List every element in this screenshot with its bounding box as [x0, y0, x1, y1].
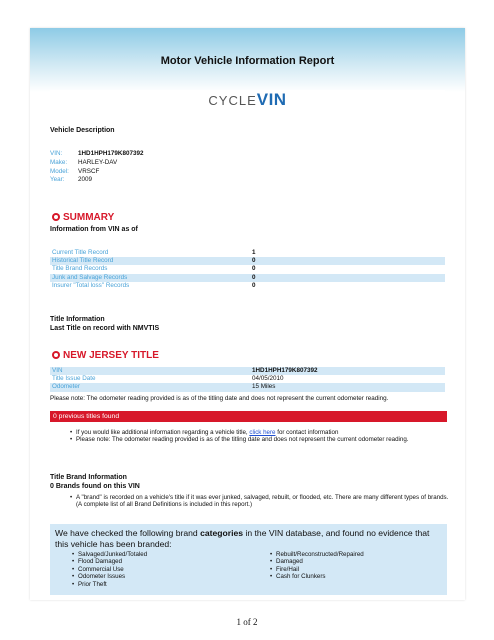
logo-text-vin: VIN — [256, 90, 287, 109]
list-item: • Salvaged/Junked/Totaled — [72, 551, 262, 558]
title-information-subheading: Last Title on record with NMVTIS — [50, 325, 160, 332]
list-item: • A "brand" is recorded on a vehicle's title if it was ever junked, salvaged, rebuilt, or flooded, etc. There are many different types of brands. (A complete list of all Brand Definitions is included in this report.) — [70, 494, 450, 509]
nj-notes-list — [60, 429, 450, 444]
table-row: Title Brand Records 0 — [52, 265, 256, 273]
table-row: Insurer "Total loss" Records 0 — [52, 281, 256, 289]
location-pin-icon — [52, 351, 60, 359]
title-brand-heading: Title Brand Information — [50, 474, 127, 481]
brand-check-box — [50, 524, 447, 595]
list-item: • Odometer Issues — [72, 573, 262, 580]
year-row: Year: 2009 — [50, 176, 93, 184]
previous-titles-bar: 0 previous titles found — [50, 411, 447, 422]
title-brand-subheading: 0 Brands found on this VIN — [50, 483, 140, 490]
location-pin-icon — [52, 213, 60, 221]
table-row: Title Issue Date 04/05/2010 — [52, 375, 284, 383]
list-item: • Commercial Use — [72, 566, 262, 573]
nj-title-heading: NEW JERSEY TITLE — [52, 350, 159, 361]
report-page — [30, 28, 465, 600]
list-item: • Cash for Clunkers — [270, 573, 450, 580]
vin-row: VIN: 1HD1HPH179K807392 — [50, 150, 144, 157]
cyclevin-logo — [50, 90, 445, 110]
table-row: Current Title Record 1 — [52, 249, 256, 256]
report-title: Motor Vehicle Information Report — [160, 55, 335, 67]
brand-categories-right — [260, 551, 450, 581]
summary-subheading: Information from VIN as of — [50, 226, 138, 233]
table-row: VIN 1HD1HPH179K807392 — [50, 367, 445, 375]
nj-title-table — [50, 367, 445, 392]
vehicle-details — [50, 150, 143, 185]
model-row: Model: VRSCF — [50, 167, 100, 175]
list-item: • Flood Damaged — [72, 558, 262, 565]
page-number: 1 of 2 — [236, 617, 258, 627]
list-item: • Fire/Hail — [270, 566, 450, 573]
list-item: • If you would like additional information regarding a vehicle title, click here for contact information — [70, 429, 450, 436]
summary-heading: SUMMARY — [52, 212, 114, 223]
brand-notes-list — [60, 494, 450, 509]
make-row: Make: HARLEY-DAV — [50, 158, 118, 166]
logo-text-cycle: CYCLE — [208, 93, 257, 108]
list-item: • Prior Theft — [72, 581, 262, 588]
table-row: Junk and Salvage Records 0 — [50, 274, 445, 282]
click-here-link[interactable]: click here — [249, 429, 276, 436]
table-row: Historical Title Record 0 — [50, 257, 445, 265]
odometer-note: Please note: The odometer reading provided is as of the titling date and does not represent the current odometer reading. — [50, 395, 389, 402]
summary-table — [50, 249, 445, 290]
list-item: • Damaged — [270, 558, 450, 565]
list-item: • Rebuilt/Reconstructed/Repaired — [270, 551, 450, 558]
brand-check-text: We have checked the following brand categories in the VIN database, and found no evidence that this vehicle has been branded: — [55, 528, 430, 549]
vehicle-description-heading: Vehicle Description — [50, 127, 115, 134]
report-header — [30, 28, 465, 92]
list-item: • Please note: The odometer reading provided is as of the titling date and does not represent the current odometer reading. — [70, 436, 450, 443]
table-row: Odometer 15 Miles — [50, 383, 445, 391]
brand-categories-left — [62, 551, 262, 588]
title-information-heading: Title Information — [50, 316, 105, 323]
